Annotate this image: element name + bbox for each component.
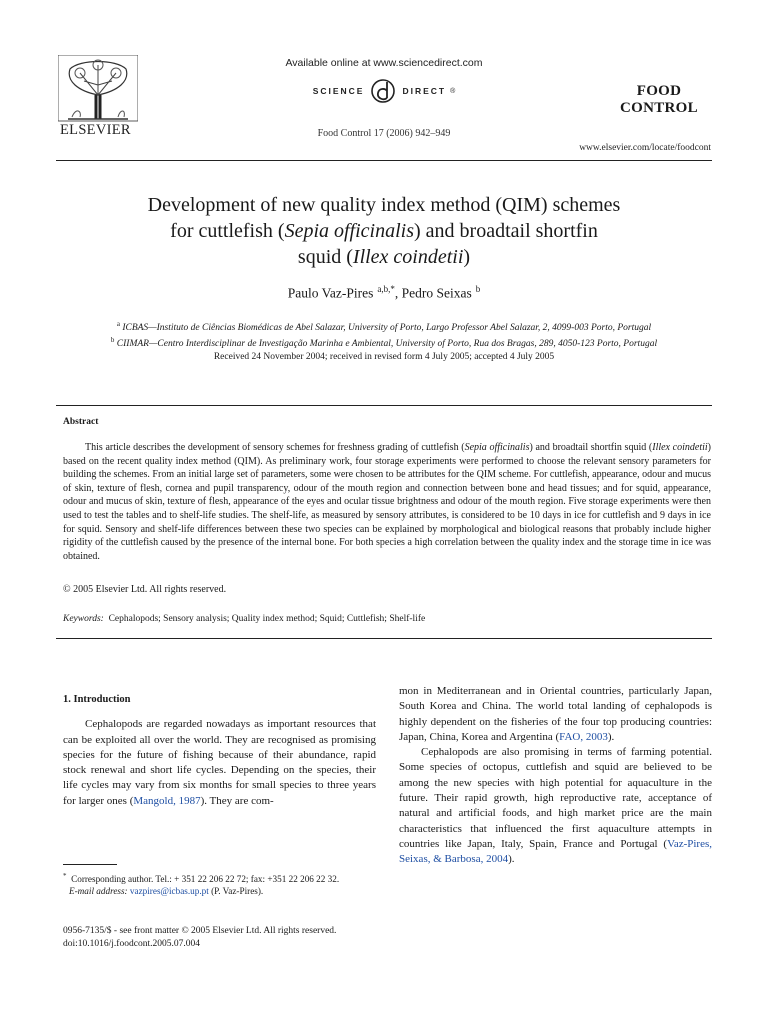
body-column-right: [399, 684, 712, 868]
affiliations: [56, 318, 712, 350]
affiliation-a: $^a$ ICBAS—Instituto de Ciências Biomédicas de Abel Salazar, University of Porto, Largo Professor Abel Salazar, 2, 4099-003 Porto, Portugal: [116, 320, 652, 334]
abstract-top-rule: [56, 405, 712, 406]
publisher-name: ELSEVIER: [60, 122, 131, 138]
title-line-3: squid (Illex coindetii): [297, 246, 471, 268]
header-rule: [56, 160, 712, 161]
title-line-1: Development of new quality index method (QIM) schemes: [147, 194, 621, 216]
title-line-2: for cuttlefish (Sepia officinalis) and broadtail shortfin: [170, 220, 598, 242]
author-name: Paulo Vaz-Pires: [287, 285, 374, 301]
author-name: Pedro Seixas: [401, 285, 472, 301]
journal-url-link[interactable]: www.elsevier.com/locate/foodcont: [579, 143, 711, 153]
section-heading-introduction: 1. Introduction: [63, 694, 131, 705]
keywords-bottom-rule: [56, 638, 712, 639]
available-online-text: Available online at www.sciencedirect.com: [285, 57, 483, 69]
email-link[interactable]: vazpires@icbas.up.pt: [129, 886, 209, 897]
journal-name: FOOD CONTROL: [620, 83, 698, 116]
received-dates: Received 24 November 2004; received in revised form 4 July 2005; accepted 4 July 2005: [213, 352, 555, 362]
intro-paragraph-1: Cephalopods are regarded nowadays as important resources that can be exploited all over the world. They are recognised as promising species for the future of fishing because of their abundance, rapid stock renewal and short life cycles. Depending on the species, their life cycles may vary from six months for small species to three years for larger ones (Mangold, 1987). They are com-: [63, 718, 376, 807]
author-list: Paulo Vaz-Pires $^{a,b,*}$, Pedro Seixas $^b$: [287, 284, 481, 301]
front-matter-info: [63, 925, 463, 950]
body-column-left: [63, 692, 376, 809]
corresponding-author-footnote: * Corresponding author. Tel.: + 351 22 206 22 72; fax: +351 22 206 22 32. E-mail address: vazpires@icbas.up.pt (P. Vaz-Pires).: [63, 872, 340, 897]
footnote-rule: [63, 864, 117, 865]
affiliation-b: $^b$ CIIMAR—Centro Interdisciplinar de Investigação Marinha e Ambiental, University of Porto, Rua dos Bragas, 289, 4050-123 Porto, Portugal: [110, 336, 658, 350]
email-label: E-mail address:: [69, 886, 128, 897]
abstract-copyright: © 2005 Elsevier Ltd. All rights reserved.: [63, 584, 227, 595]
sciencedirect-word-1: SCIENCE: [312, 86, 365, 96]
reference-link[interactable]: Mangold, 1987: [133, 794, 201, 807]
journal-reference: Food Control 17 (2006) 942–949: [317, 128, 451, 139]
abstract-heading: Abstract: [63, 417, 99, 427]
intro-paragraph-2: Cephalopods are also promising in terms of farming potential. Some species of octopus, cuttlefish and squid are believed to be among the new species with high potential for aquaculture in the future. Their rapid growth, high reproductive rate, acceptance of natural and artificial foods, and high market price are the main characteristics that influenced the first aquaculture attempts in countries like Japan, Italy, Spain, France and Portugal (Vaz-Pires, Seixas, & Barbosa, 2004).: [399, 746, 712, 866]
reference-link[interactable]: FAO, 2003: [559, 730, 608, 743]
keywords: Keywords: Cephalopods; Sensory analysis; Quality index method; Squid; Cuttlefish; Shelf-life: [63, 614, 426, 624]
abstract-text: This article describes the development of sensory schemes for freshness grading of cuttlefish (Sepia officinalis) and broadtail shortfin squid (Illex coindetii) based on the recent quality index method (QIM). As preliminary work, four storage experiments were performed to choose the relevant sensory parameters for building the schemes. From an initial large set of parameters, some were chosen to be attributes for the QIM scheme. For cuttlefish, appearance, odour and mucus of skin, texture of flesh, cornea and pupil transparency, odour of the mouth region and connection between bone and head tissues; and for squid, appearance, odour and mucus of skin, texture of flesh, appearance of the eyes and ocular tissue brightness and odour of the mouth region. Five storage experiments were then used to test the tables and to shelf-life studies. The shelf-life, as measured by sensory attributes, is considered to be 10 days in ice for cuttlefish and 9 days in ice for squid. Sensory and shelf-life differences between these two species can be explained by morphological and biological reasons that probably include higher rigidity of the cuttlefish caused by the presence of the internal bone. For both species a high correlation between the quality index and the storage time in ice was obtained.: [63, 442, 711, 562]
intro-paragraph-1-continued: mon in Mediterranean and in Oriental countries, particularly Japan, South Korea and China. The world total landing of cephalopods is highly dependent on the fisheries of the four top producing countries: Japan, China, Korea and Argentina (FAO, 2003).: [399, 685, 712, 743]
issn-line: 0956-7135/$ - see front matter © 2005 Elsevier Ltd. All rights reserved.: [63, 926, 337, 936]
article-title: [80, 192, 688, 270]
reference-link[interactable]: Vaz-Pires, Seixas, & Barbosa, 2004: [399, 837, 712, 866]
doi-line: doi:10.1016/j.foodcont.2005.07.004: [63, 938, 200, 949]
sciencedirect-d-icon: [368, 76, 398, 106]
sciencedirect-word-2: DIRECT: [402, 86, 447, 96]
author-affiliation-marks: a,b,*: [377, 284, 395, 294]
author-affiliation-marks: b: [475, 284, 481, 294]
keywords-label: Keywords:: [63, 614, 104, 624]
registered-trademark: ®: [450, 87, 456, 95]
